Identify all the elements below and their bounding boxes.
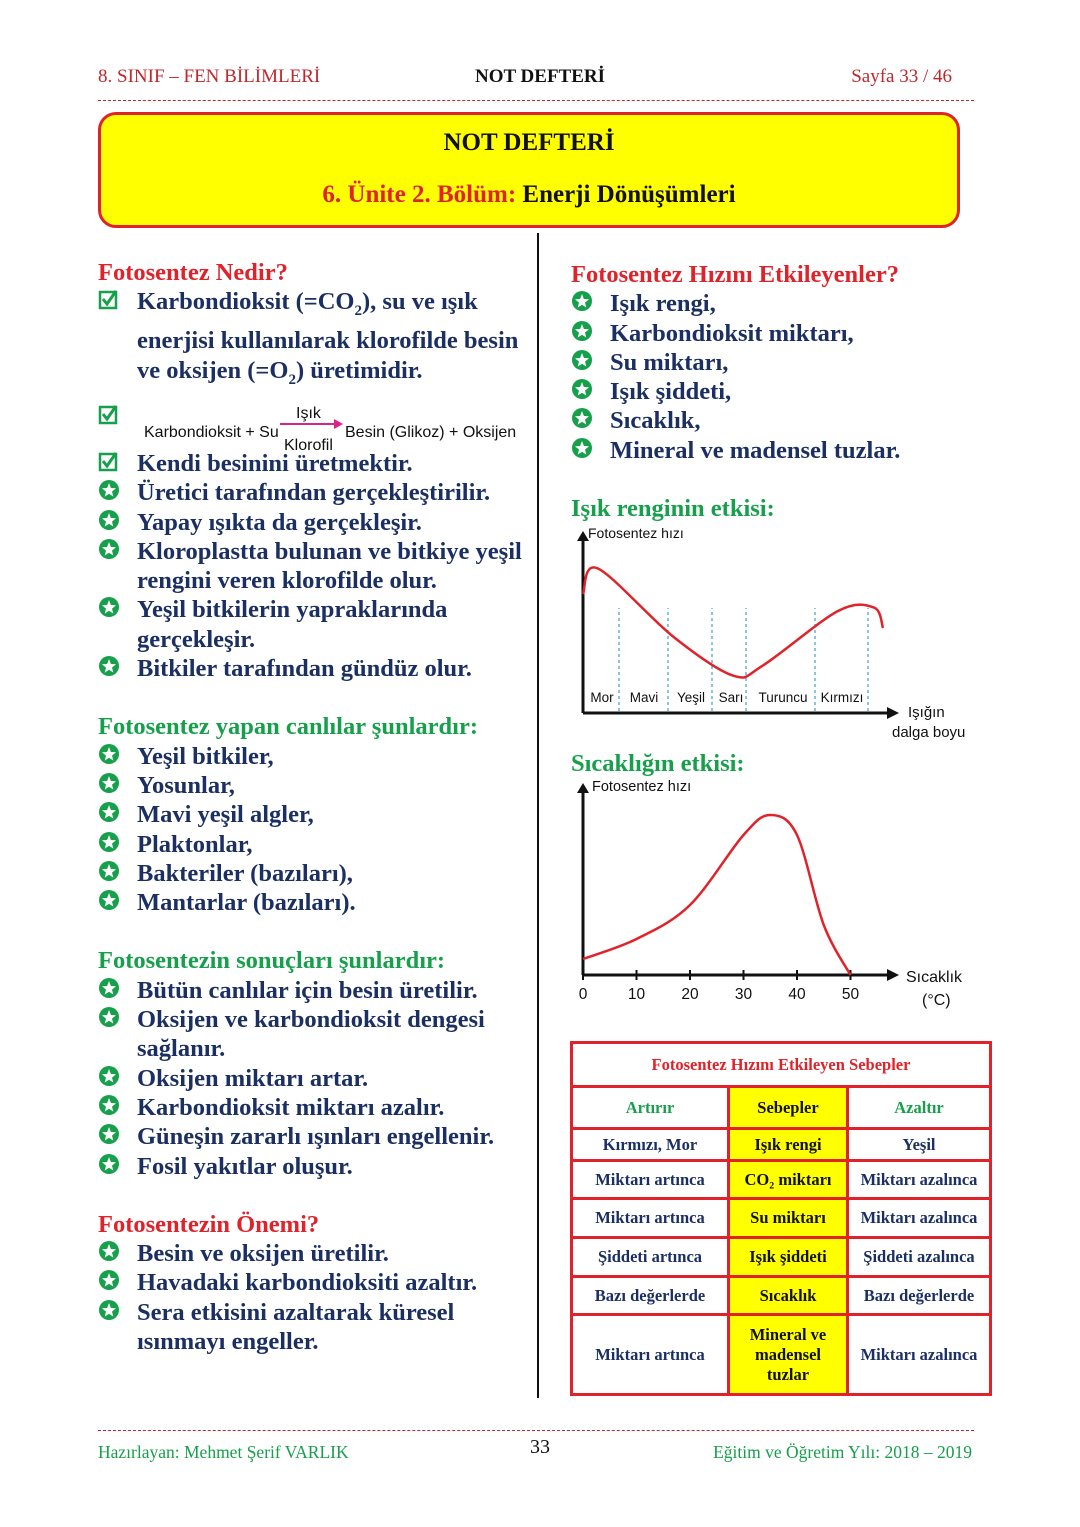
list-item: Havadaki karbondioksiti azaltır.: [98, 1268, 523, 1297]
star-bullet-icon: [98, 743, 120, 765]
footer-page-number: 33: [530, 1436, 550, 1458]
table-cell: Sıcaklık: [729, 1277, 848, 1315]
star-bullet-icon: [571, 437, 593, 459]
table-cell: Bazı değerlerde: [572, 1277, 729, 1315]
section-title: Fotosentez Nedir?: [98, 259, 288, 286]
list-item: Besin ve oksijen üretilir.: [98, 1239, 523, 1268]
footer-divider: [98, 1430, 974, 1431]
footer-author: Hazırlayan: Mehmet Şerif VARLIK: [98, 1442, 349, 1462]
header-page: Sayfa 33 / 46: [851, 66, 952, 87]
list-item: Su miktarı,: [571, 348, 991, 377]
list-item: Sıcaklık,: [571, 406, 991, 435]
list-factors: [571, 289, 991, 465]
left-column: [98, 258, 523, 1356]
table-head-increase: Artırır: [572, 1087, 729, 1129]
table-cell: Kırmızı, Mor: [572, 1129, 729, 1161]
x-axis-arrow-icon: [887, 707, 899, 719]
section-title: Fotosentezin sonuçları şunlardır:: [98, 947, 446, 975]
category-label: Sarı: [718, 690, 744, 705]
chart1-title: Işık renginin etkisi:: [571, 495, 775, 522]
list-item: Güneşin zararlı ışınları engellenir.: [98, 1122, 523, 1151]
table-cell: Işık şiddeti: [729, 1238, 848, 1277]
x-tick-label: 30: [734, 986, 753, 1003]
star-bullet-icon: [571, 378, 593, 400]
list-item: Işık rengi,: [571, 289, 991, 318]
eq-light: Işık: [296, 404, 321, 422]
table-head-causes: Sebepler: [729, 1087, 848, 1129]
section-title: Fotosentez yapan canlılar şunlardır:: [98, 713, 478, 741]
table-row: [572, 1161, 991, 1199]
list-item: Bitkiler tarafından gündüz olur.: [98, 654, 523, 683]
equation: [98, 395, 523, 454]
star-bullet-icon: [98, 538, 120, 560]
x-axis-label: Sıcaklık: [906, 969, 963, 986]
header-left: 8. SINIF – FEN BİLİMLERİ: [98, 66, 321, 87]
x-tick-label: 50: [841, 986, 860, 1003]
star-bullet-icon: [98, 479, 120, 501]
header-title: NOT DEFTERİ: [474, 66, 606, 87]
eq-products: Besin (Glikoz) + Oksijen: [345, 423, 517, 441]
table-cell: Bazı değerlerde: [848, 1277, 991, 1315]
list-item: Oksijen miktarı artar.: [98, 1064, 523, 1093]
light-color-chart: [570, 520, 990, 750]
table-row: [572, 1315, 991, 1395]
list-item: Mineral ve madensel tuzlar.: [571, 436, 991, 465]
x-axis-label: dalga boyu: [892, 724, 966, 741]
checkbox-icon: [98, 288, 120, 310]
star-bullet-icon: [98, 977, 120, 999]
x-axis-label: (°C): [922, 992, 951, 1009]
table-cell: Miktarı azalınca: [848, 1199, 991, 1238]
list-item: Plaktonlar,: [98, 830, 523, 859]
star-bullet-icon: [98, 1094, 120, 1116]
category-label: Turuncu: [758, 690, 808, 705]
star-bullet-icon: [571, 290, 593, 312]
eq-chlorophyll: Klorofil: [284, 436, 333, 454]
list-item: Bakteriler (bazıları),: [98, 859, 523, 888]
list-results: [98, 976, 523, 1181]
list-item: Fosil yakıtlar oluşur.: [98, 1152, 523, 1181]
star-bullet-icon: [98, 655, 120, 677]
list-organisms: [98, 742, 523, 918]
table-head-decrease: Azaltır: [848, 1087, 991, 1129]
star-bullet-icon: [98, 860, 120, 882]
y-axis-label: Fotosentez hızı: [592, 779, 692, 795]
star-bullet-icon: [571, 320, 593, 342]
star-bullet-icon: [571, 349, 593, 371]
table-row: [572, 1277, 991, 1315]
list-item: Karbondioksit miktarı,: [571, 319, 991, 348]
checkbox-icon: [98, 450, 120, 472]
x-tick-label: 20: [681, 986, 699, 1003]
list-item: Yosunlar,: [98, 771, 523, 800]
star-bullet-icon: [98, 1269, 120, 1291]
list-item: Oksijen ve karbondioksit dengesi sağlanır.: [98, 1005, 523, 1064]
list-item: Karbondioksit $(=CO_2)$, su ve ışık enerjisi kullanılarak klorofilde besin ve oksijen $(=O_2)$ üretimidir.: [98, 287, 523, 395]
star-bullet-icon: [98, 1065, 120, 1087]
x-axis-arrow-icon: [887, 969, 899, 981]
category-label: Mavi: [629, 690, 659, 705]
table-cell: Su miktarı: [729, 1199, 848, 1238]
table-cell: Şiddeti artınca: [572, 1238, 729, 1277]
star-bullet-icon: [98, 831, 120, 853]
header-divider: [98, 100, 974, 101]
table-cell: Miktarı artınca: [572, 1161, 729, 1199]
footer-year: Eğitim ve Öğretim Yılı: 2018 – 2019: [713, 1442, 972, 1462]
list-item: Yapay ışıkta da gerçekleşir.: [98, 508, 523, 537]
category-label: Yeşil: [676, 690, 706, 705]
star-bullet-icon: [98, 596, 120, 618]
list-importance: [98, 1239, 523, 1356]
banner-unit: 6. Ünite 2. Bölüm:: [322, 181, 517, 208]
table-row: [572, 1129, 991, 1161]
star-bullet-icon: [98, 509, 120, 531]
checkbox-icon: [98, 403, 120, 425]
y-axis-arrow-icon: [577, 783, 589, 793]
category-label: Mor: [590, 690, 614, 705]
star-bullet-icon: [98, 889, 120, 911]
title-banner: [98, 112, 960, 228]
column-divider: [537, 233, 539, 1398]
list-item: Bütün canlılar için besin üretilir.: [98, 976, 523, 1005]
eq-arrow-icon: [280, 418, 344, 430]
banner-topic: Enerji Dönüşümleri: [522, 181, 736, 208]
y-axis-label: Fotosentez hızı: [588, 525, 684, 541]
banner-subtitle: [101, 181, 957, 209]
chart2-title: Sıcaklığın etkisi:: [571, 750, 745, 777]
list-item: Mantarlar (bazıları).: [98, 888, 523, 917]
star-bullet-icon: [98, 1123, 120, 1145]
temperature-chart: [570, 773, 990, 1013]
list-item: Yeşil bitkilerin yapraklarında gerçekleşir.: [98, 595, 523, 654]
list-item: Karbondioksit miktarı azalır.: [98, 1093, 523, 1122]
eq-reactants: Karbondioksit + Su: [144, 423, 279, 441]
star-bullet-icon: [98, 772, 120, 794]
category-label: Kırmızı: [820, 690, 864, 705]
star-bullet-icon: [98, 1240, 120, 1262]
list-item: Kloroplastta bulunan ve bitkiye yeşil rengini veren klorofilde olur.: [98, 537, 523, 596]
table-cell: Miktarı artınca: [572, 1199, 729, 1238]
list-what: [98, 449, 523, 683]
table-cell: Miktarı artınca: [572, 1315, 729, 1395]
list-item: Işık şiddeti,: [571, 377, 991, 406]
table-title: Fotosentez Hızını Etkileyen Sebepler: [572, 1043, 991, 1087]
list-item: Yeşil bitkiler,: [98, 742, 523, 771]
table-cell: Şiddeti azalınca: [848, 1238, 991, 1277]
series-line: [583, 567, 883, 677]
star-bullet-icon: [98, 1153, 120, 1175]
star-bullet-icon: [98, 1299, 120, 1321]
star-bullet-icon: [98, 1006, 120, 1028]
list-item: Sera etkisini azaltarak küresel ısınmayı engeller.: [98, 1298, 523, 1357]
section-title: Fotosentezin Önemi?: [98, 1210, 320, 1238]
table-row: [572, 1238, 991, 1277]
list-item: Mavi yeşil algler,: [98, 800, 523, 829]
list-item: Kendi besinini üretmektir.: [98, 449, 523, 478]
x-tick-label: 10: [627, 986, 646, 1003]
banner-title: NOT DEFTERİ: [443, 129, 615, 156]
series-line: [583, 815, 851, 975]
table-cell: Yeşil: [848, 1129, 991, 1161]
table-cell: Mineral ve madensel tuzlar: [729, 1315, 848, 1395]
x-tick-label: 0: [578, 986, 588, 1003]
x-axis-label: Işığın: [908, 704, 945, 721]
right-column: [571, 260, 991, 465]
x-tick-label: 40: [788, 986, 806, 1003]
table-cell: CO₂ miktarı: [729, 1161, 848, 1199]
table-cell: Işık rengi: [729, 1129, 848, 1161]
factors-table: [570, 1041, 992, 1396]
section-title: Fotosentez Hızını Etkileyenler?: [571, 261, 899, 288]
star-bullet-icon: [571, 407, 593, 429]
star-bullet-icon: [98, 801, 120, 823]
table-cell: Miktarı azalınca: [848, 1161, 991, 1199]
table-cell: Miktarı azalınca: [848, 1315, 991, 1395]
table-row: [572, 1199, 991, 1238]
list-item: Üretici tarafından gerçekleştirilir.: [98, 478, 523, 507]
